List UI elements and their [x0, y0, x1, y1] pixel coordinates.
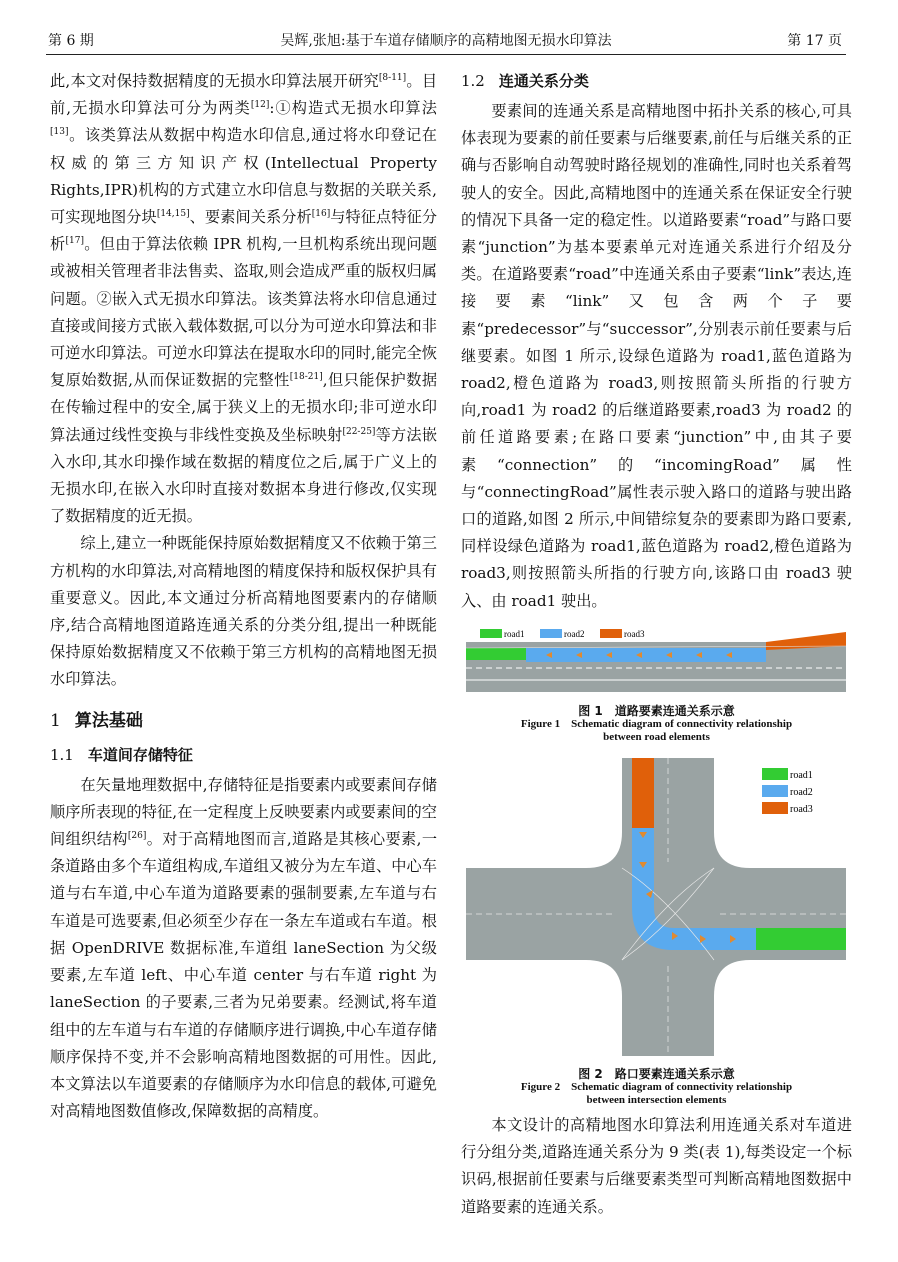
paragraph-storage-feature: 在矢量地理数据中,存储特征是指要素内或要素间存储顺序所表现的特征,在一定程度上反映要素内或要素间的空间组织结构[26]。对于高精地图而言,道路是其核心要素,一条道路由多个车道组构成,车道组又被分为左车道、中心车道与右车道,中心车道为道路要素的强制要素,左车道与右车道是可选要素,但必须至少存在一条左车道或右车道。根据 OpenDRIVE 数据标准,车道组 laneSection 为父级要素,左车道 left、中心车道 center 与右车道 right 为 laneSection 的子要素,三者为兄弟要素。经测试,将车道组中的左车道与右车道的存储顺序进行调换,中心车道存储顺序保持不变,并不会影响高精地图数据的可用性。因此,本文算法以车道要素的存储顺序为水印信息的载体,可避免对高精地图数值修改,保障数据的高精度。	[50, 775, 438, 1121]
road3-segment	[632, 758, 654, 828]
issue-number: 第 6 期	[48, 33, 94, 49]
running-title: 吴辉,张旭:基于车道存储顺序的高精地图无损水印算法	[280, 33, 612, 49]
legend-swatch-road1	[762, 768, 788, 780]
citation[interactable]: [16]	[311, 209, 331, 220]
citation[interactable]: [14,15]	[156, 209, 190, 220]
road1-segment	[466, 648, 526, 660]
section-heading-1-1: 1.1 车道间存储特征	[50, 745, 193, 764]
figure-2-intersection-connectivity	[466, 758, 846, 1056]
legend-label-road2: road2	[790, 787, 813, 798]
legend-swatch-road1	[480, 629, 502, 638]
page-header	[46, 26, 846, 55]
paragraph-summary: 综上,建立一种既能保持原始数据精度又不依赖于第三方机构的水印算法,对高精地图的精度保持和版权保护具有重要意义。因此,本文通过分析高精地图要素内的存储顺序,结合高精地图道路连通关系的分类分组,提出一种既能保持原始数据精度又不依赖于第三方机构的高精地图无损水印算法。	[50, 534, 437, 689]
left-column	[50, 68, 437, 1125]
section-heading-1-2: 1.2 连通关系分类	[461, 72, 589, 90]
road1-segment	[756, 928, 846, 950]
legend-label-road3: road3	[790, 804, 813, 815]
legend-label-road1: road1	[504, 629, 525, 639]
legend-swatch-road2	[762, 785, 788, 797]
figure-1-caption: 图 1 道路要素连通关系示意 Figure 1 Schematic diagram of connectivity relationship between road elements	[520, 704, 793, 743]
citation[interactable]: [12]	[250, 100, 270, 111]
legend-swatch-road2	[540, 629, 562, 638]
citation[interactable]: [17]	[65, 236, 84, 247]
section-heading-1: 1 算法基础	[50, 710, 143, 731]
citation[interactable]: [22-25]	[342, 426, 376, 437]
page-number: 第 17 页	[787, 33, 842, 49]
figure-2-caption: 图 2 路口要素连通关系示意 Figure 2 Schematic diagram of connectivity relationship between intersection elements	[520, 1067, 793, 1106]
paragraph-algorithm-design: 本文设计的高精地图水印算法利用连通关系对车道进行分组分类,道路连通关系分为 9 类(表 1),每类设定一个标识码,根据前任要素与后继要素类型可判断高精地图数据中道路要素的连通关系。	[461, 1116, 852, 1216]
right-column-tail	[461, 1112, 852, 1221]
citation[interactable]: [8-11]	[378, 73, 407, 83]
figure-1-road-connectivity	[466, 628, 846, 694]
legend-swatch-road3	[600, 629, 622, 638]
paragraph-connectivity: 要素间的连通关系是高精地图中拓扑关系的核心,可具体表现为要素的前任要素与后继要素,前任与后继关系的正确与否影响自动驾驶时路径规划的准确性,同时也关系着驾驶人的安全。因此,高精地图中的连通关系在保证安全行驶的情况下具备一定的稳定性。以道路要素“road”与路口要素“junction”为基本要素单元对连通关系进行介绍及分类。在道路要素“road”中连通关系由子要素“link”表达,连接要素“link”又包含两个子要素“predecessor”与“successor”,分别表示前任要素与后继要素。如图 1 所示,设绿色道路为 road1,蓝色道路为 road2,橙色道路为 road3,则按照箭头所指的行驶方向,road1 为 road2 的后继道路要素,road3 为 road2 的前任道路要素;在路口要素“junction”中,由其子要素“connection”的“incomingRoad”属性与“connectingRoad”属性表示驶入路口的道路与驶出路口的道路,如图 2 所示,中间错综复杂的要素即为路口要素,同样设绿色道路为 road1,蓝色道路为 road2,橙色道路为 road3,则按照箭头所指的行驶方向,该路口由 road3 驶入、由 road1 驶出。	[461, 102, 852, 610]
citation[interactable]: [18-21]	[289, 372, 323, 383]
right-column	[461, 68, 852, 615]
paragraph-intro: 此,本文对保持数据精度的无损水印算法展开研究[8-11]。目前,无损水印算法可分为两类[12]:①构造式无损水印算法[13]。该类算法从数据中构造水印信息,通过将水印登记在权威的第三方知识产权(Intellectual Property Rights,IPR)机构的方式建立水印信息与数据的关联关系,可实现地图分块[14,15]、要素间关系分析[16]与特征点特征分析[17]。但由于算法依赖 IPR 机构,一旦机构系统出现问题或被相关管理者非法售卖、盗取,则会造成严重的版权归属问题。②嵌入式无损水印算法。该类算法将水印信息通过直接或间接方式嵌入载体数据,可以分为可逆水印算法和非可逆水印算法。可逆水印算法在提取水印的同时,能完全恢复原始数据,从而保证数据的完整性[18-21],但只能保护数据在传输过程中的安全,属于狭义上的无损水印;非可逆水印算法通过线性变换与非线性变换及坐标映射[22-25]等方法嵌入水印,其水印操作域在数据的精度位之后,属于广义上的无损水印,在嵌入水印时直接对数据本身进行修改,仅实现了数据精度的近无损。	[50, 72, 438, 526]
legend-label-road3: road3	[624, 629, 645, 639]
legend-label-road1: road1	[790, 770, 813, 781]
legend-swatch-road3	[762, 802, 788, 814]
legend-label-road2: road2	[564, 629, 585, 639]
citation[interactable]: [13]	[50, 127, 69, 138]
citation[interactable]: [26]	[127, 831, 147, 842]
